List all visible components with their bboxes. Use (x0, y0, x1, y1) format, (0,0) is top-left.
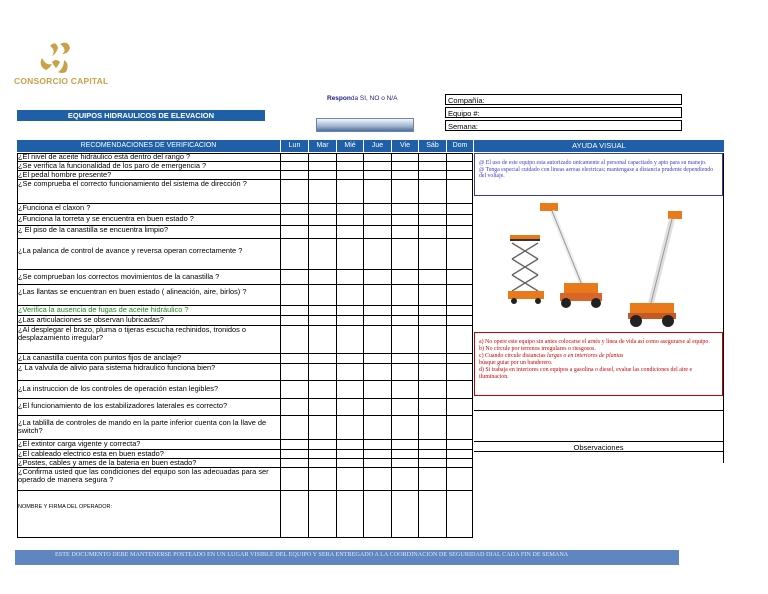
question-text: ¿Confirma usted que las condiciones del equipo son las adecuadas para ser operado de manera segura ? (18, 468, 269, 484)
column-divider (418, 153, 419, 538)
equipment-field[interactable]: Equipo #: (445, 107, 682, 118)
aid-warning-c: c) Cuando circule distancias largas o en interiores de plantas (479, 353, 624, 359)
question-text: ¿El nivel de aceite hidráulico está dentro del rango ? (18, 153, 191, 161)
aid-warning-a: a) No opere este equipo sin antes colocarse el arnés y línea de vida así como asegurarse al equipo. (479, 339, 710, 345)
form-title: EQUIPOS HIDRAULICOS DE ELEVACION (17, 110, 265, 121)
aid-warnings-box (474, 332, 723, 396)
aid-warning-d: d) Si trabaja en interiores con equipos a gasolina o diesel, evalue las condiciones del aire e iluminacion. (479, 367, 693, 380)
question-text: ¿La canastilla cuenta con puntos fijos de anclaje? (18, 354, 182, 362)
table-row (17, 316, 473, 326)
checklist-table (17, 153, 473, 538)
lift-equipment-image (500, 195, 700, 335)
question-text: ¿La tablilla de controles de mando en la parte inferior cuenta con la llave de switch? (18, 419, 267, 435)
table-row (17, 215, 473, 226)
table-row (17, 326, 473, 354)
table-row (17, 306, 473, 316)
day-header-mon: Lun (280, 140, 308, 152)
table-row (17, 354, 473, 364)
question-text: ¿Se verifica la funcionalidad de los paro de emergencia ? (18, 162, 207, 170)
table-row (17, 285, 473, 306)
table-row (17, 153, 473, 162)
aid-warning-b: b) No circule por terrenos irregulares o riesgosos. (479, 346, 596, 352)
question-text: ¿El pedal hombre presente? (18, 171, 112, 179)
table-row (17, 364, 473, 381)
question-text: ¿ El piso de la canastilla se encuentra limpio? (18, 226, 168, 234)
column-divider (280, 153, 281, 538)
recommendations-header: RECOMENDACIONES DE VERIFICACION (80, 142, 217, 149)
table-row (17, 440, 473, 450)
table-row (17, 450, 473, 459)
table-row (17, 381, 473, 399)
checklist-header (17, 140, 473, 152)
question-text: ¿El extintor carga vigente y correcta? (18, 440, 141, 448)
day-header-fri: Vie (391, 140, 418, 152)
column-divider (363, 153, 364, 538)
question-text: ¿Al desplegar el brazo, pluma o tijeras escucha rechinidos, tronidos o desplazamiento irregular? (18, 326, 246, 342)
question-text: ¿Las articulaciones se observan lubricadas? (18, 316, 164, 324)
telescopic-lift-illustration (628, 211, 682, 327)
table-row (17, 468, 473, 491)
question-text: ¿Se comprueba el correcto funcionamiento del sistema de dirección ? (18, 180, 247, 188)
logo-text: CONSORCIO CAPITAL (14, 76, 109, 86)
table-row (17, 162, 473, 171)
day-header-tue: Mar (308, 140, 336, 152)
question-text: ¿El funcionamiento de los estabilizadores laterales es correcto? (18, 402, 228, 410)
table-row (17, 416, 473, 440)
operator-signature-row (17, 491, 473, 538)
column-divider (336, 153, 337, 538)
question-text: ¿Postes, cables y ames de la bateria en buen estado? (18, 459, 197, 467)
column-divider (391, 153, 392, 538)
question-text: ¿Funciona el claxon ? (18, 204, 91, 212)
question-text: ¿Se comprueban los correctos movimientos de la canastilla ? (18, 273, 220, 281)
column-divider (308, 153, 309, 538)
question-text: ¿El cableado electrico esta en buen estado? (18, 450, 164, 458)
column-divider (446, 153, 447, 538)
table-row (17, 204, 473, 215)
table-row (17, 270, 473, 285)
table-row (17, 171, 473, 180)
aid-notice-1: @ El uso de este equipo esta autorizado unicamente al personal capacitado y apto para su manejo. (479, 160, 707, 166)
day-header-sun: Dom (446, 140, 473, 152)
table-row (17, 459, 473, 468)
table-row (17, 399, 473, 416)
footer-notice: ESTE DOCUMENTO DEBE MANTENERSE POSTEADO EN UN LUGAR VISIBLE DEL EQUIPO Y SERA ENTREGADO A LA COORDINACION DE SEGURIDAD DIAL CADA FIN DE SEMANA (15, 550, 679, 565)
question-text: ¿La instruccion de los controles de operación estan legibles? (18, 385, 219, 393)
question-text: ¿Verifica la ausencia de fugas de aceite hidráulico ? (18, 306, 189, 314)
panel-border (723, 153, 724, 463)
question-text: ¿Funciona la torreta y se encuentra en buen estado ? (18, 215, 194, 223)
response-instruction: Responda SI, NO o N/A (327, 95, 398, 102)
company-field[interactable]: Compañía: (445, 94, 682, 105)
operator-signature-label: NOMBRE Y FIRMA DEL OPERADOR: (18, 504, 113, 510)
day-header-wed: Mié (336, 140, 363, 152)
question-text: ¿Las llantas se encuentran en buen estado ( alineación, aire, birlos) ? (18, 288, 247, 296)
day-header-thu: Jue (363, 140, 391, 152)
boom-lift-illustration (540, 203, 602, 308)
visual-aid-header: AYUDA VISUAL (473, 140, 724, 152)
table-row (17, 180, 473, 204)
question-text: ¿La palanca de control de avance y reversa operan correctamente ? (18, 247, 243, 255)
week-field[interactable]: Semana: (445, 120, 682, 131)
panel-divider (474, 410, 724, 411)
table-row (17, 226, 473, 239)
aid-notice-box (474, 153, 723, 196)
day-header-sat: Sáb (418, 140, 446, 152)
observations-header: Observaciones (474, 441, 723, 452)
aid-warning-c-cont: búsque guiar por un banderero. (479, 360, 553, 366)
scissor-lift-illustration (508, 235, 544, 304)
question-text: ¿ La valvula de alivio para sistema hidraulico funciona bien? (18, 364, 216, 372)
decorative-gradient-box (316, 118, 414, 132)
table-row (17, 239, 473, 270)
aid-notice-2: @ Tenga especial cuidado con lineas aereas electricas; mantengase a distancia prudente dependiendo del voltaje. (479, 166, 714, 179)
